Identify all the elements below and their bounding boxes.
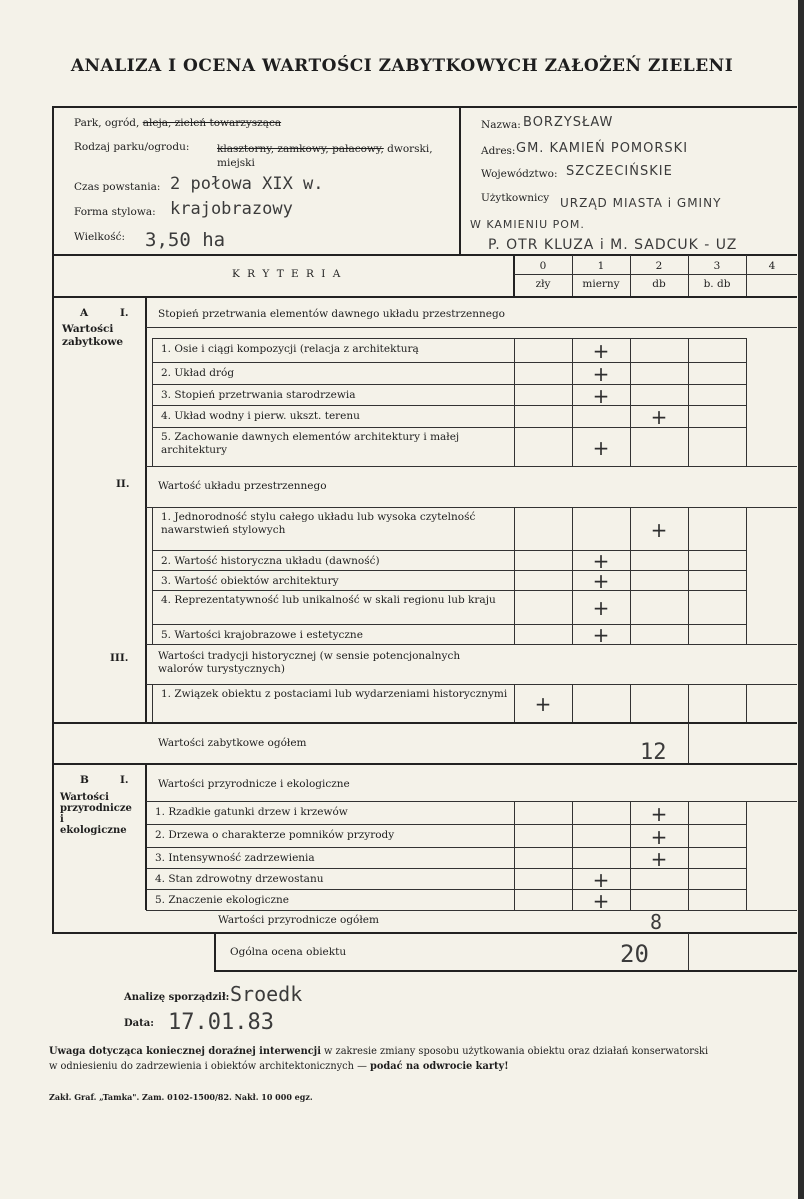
sectionB-label: Wartości przyrodnicze i ekologiczne (60, 792, 132, 836)
frame-top (52, 106, 797, 108)
sectionB-letter: B (80, 774, 89, 786)
criterion-A2-1-col-line (688, 507, 689, 550)
criterion-A2-5-top-line (152, 624, 746, 625)
criterion-A1-3-col-line (514, 384, 515, 405)
criterion-B-4-top-line (146, 868, 746, 869)
criterion-B-2-col-line (688, 824, 689, 847)
criterion-A1-1-top-line (152, 338, 746, 339)
criterion-B-5-label: 5. Znaczenie ekologiczne (155, 894, 290, 906)
criterion-A2-5-col-line (630, 624, 631, 644)
sectionB-total-label: Wartości przyrodnicze ogółem (218, 914, 379, 926)
criterion-A2-1-label: 1. Jednorodność stylu całego układu lub wysoka czytelność nawarstwień stylowych (161, 511, 476, 536)
criterion-A1-4-label: 4. Układ wodny i pierw. ukszt. terenu (161, 410, 360, 422)
czas-value: 2 połowa XIX w. (170, 174, 324, 194)
criterion-A1-2-mark: + (592, 362, 610, 386)
criterion-A1-3-label: 3. Stopień przetrwania starodrzewia (161, 389, 356, 401)
overall-label: Ogólna ocena obiektu (230, 946, 347, 958)
score-label-2: db (652, 278, 666, 290)
uzytkownicy-value-2: W KAMIENIU POM. (470, 218, 585, 231)
uzytkownicy-value-1: URZĄD MIASTA i GMINY (560, 196, 722, 210)
sectionB-total-bottom (52, 932, 797, 934)
criterion-A1-5-label: 5. Zachowanie dawnych elementów architektury i małej architektury (161, 431, 460, 456)
criterion-A2-4-col-line (630, 590, 631, 624)
criterion-A1-4-col-line (572, 405, 573, 427)
overall-value: 20 (620, 940, 649, 968)
criterion-B-5-col-line (688, 889, 689, 910)
criterion-A2-1-col-line (514, 507, 515, 550)
criterion-B-5-mark: + (592, 889, 610, 913)
criterion-A1-1-col-line (514, 338, 515, 362)
score-header-mid (514, 274, 797, 275)
criterion-A2-4-top-line (152, 590, 746, 591)
criterion-A1-4-left-line (152, 405, 153, 427)
forma-label: Forma stylowa: (74, 206, 156, 218)
authors-value: P. OTR KLUZA i M. SADCUK - UZ (488, 237, 738, 253)
criterion-A2-4-left-line (152, 590, 153, 624)
criterion-A3-1-left-line (152, 684, 153, 722)
criterion-A1-3-mark: + (592, 384, 610, 408)
sectionA-letter: A (80, 307, 89, 319)
criterion-A3-1-col-line (746, 684, 747, 722)
print-info: Zakł. Graf. „Tamka". Zam. 0102-1500/82. Nakł. 10 000 egz. (49, 1092, 313, 1102)
criterion-A1-5-col-line (688, 427, 689, 466)
criterion-A2-5-bottom-line (152, 644, 746, 645)
criterion-A1-5-bottom-line (152, 466, 746, 467)
criteria-top-line (52, 254, 797, 256)
criteria-bottom-line (52, 296, 797, 298)
sectionA-total-label: Wartości zabytkowe ogółem (158, 737, 307, 749)
criterion-A1-1-label: 1. Osie i ciągi kompozycji (relacja z architekturą (161, 343, 419, 355)
criterion-A2-4-col-line (688, 590, 689, 624)
criterion-B-2-mark: + (650, 825, 668, 849)
criterion-A3-1-mark: + (534, 692, 552, 716)
criterion-A2-2-label: 2. Wartość historyczna układu (dawność) (161, 555, 380, 567)
sectionA-total-top (52, 722, 797, 724)
criterion-A1-5-col-line (746, 427, 747, 466)
criterion-A2-1-left-line (152, 507, 153, 550)
overall-left (214, 933, 216, 971)
criterion-A2-4-label: 4. Reprezentatywność lub unikalność w skali regionu lub kraju (161, 594, 496, 606)
criterion-A2-5-label: 5. Wartości krajobrazowe i estetyczne (161, 629, 363, 641)
criterion-B-5-top-line (146, 889, 746, 890)
sectionB-total-value: 8 (650, 910, 663, 934)
criterion-A1-3-col-line (630, 384, 631, 405)
sectionB-total-top (146, 910, 797, 911)
criterion-A1-2-label: 2. Układ dróg (161, 367, 235, 379)
uzytkownicy-label: Użytkownicy (481, 192, 550, 204)
criterion-B-4-label: 4. Stan zdrowotny drzewostanu (155, 873, 324, 885)
sectionA-total-value: 12 (640, 740, 667, 765)
criterion-B-3-col-line (688, 847, 689, 868)
czas-label: Czas powstania: (74, 181, 161, 193)
score-4: 4 (768, 260, 776, 272)
criterion-A2-5-col-line (688, 624, 689, 644)
sectionB-top (52, 763, 797, 765)
criterion-B-1-mark: + (650, 802, 668, 826)
signature: Sroedk (230, 982, 303, 1006)
criterion-A2-3-left-line (152, 570, 153, 590)
criterion-B-3-col-line (514, 847, 515, 868)
header-divider (459, 106, 461, 254)
score-2: 2 (655, 260, 663, 272)
criterion-A1-4-col-line (746, 405, 747, 427)
score-label-3: b. db (703, 278, 731, 290)
criterion-B-3-col-line (572, 847, 573, 868)
criterion-A2-3-col-line (746, 570, 747, 590)
wielkosc-value: 3,50 ha (145, 229, 226, 251)
criterion-A1-1-col-line (688, 338, 689, 362)
groupB-line (146, 801, 797, 802)
rodzaj-options: klasztorny, zamkowy, pałacowy, dworski, (217, 143, 433, 155)
score-col-line (688, 255, 689, 296)
criterion-B-4-col-line (688, 868, 689, 889)
criterion-B-2-col-line (572, 824, 573, 847)
criterion-A3-1-col-line (572, 684, 573, 722)
criterion-A2-3-top-line (152, 570, 746, 571)
groupA2-title: Wartość układu przestrzennego (158, 480, 327, 492)
criterion-A2-1-col-line (746, 507, 747, 550)
criterion-A1-2-col-line (688, 362, 689, 384)
criterion-A2-2-col-line (630, 550, 631, 570)
criterion-B-3-col-line (746, 847, 747, 868)
criterion-B-1-col-line (572, 801, 573, 824)
criterion-A1-5-left-line (152, 427, 153, 466)
groupA1-title: Stopień przetrwania elementów dawnego układu przestrzennego (158, 308, 505, 320)
criterion-A2-1-mark: + (650, 518, 668, 542)
criterion-A1-1-col-line (630, 338, 631, 362)
criterion-B-4-col-line (514, 868, 515, 889)
criterion-B-4-col-line (630, 868, 631, 889)
overall-cell (688, 933, 689, 970)
criterion-B-2-label: 2. Drzewa o charakterze pomników przyrody (155, 829, 395, 841)
criterion-B-1-col-line (688, 801, 689, 824)
criterion-A1-2-left-line (152, 362, 153, 384)
criterion-B-1-col-line (514, 801, 515, 824)
criterion-B-4-mark: + (592, 868, 610, 892)
criterion-A1-3-top-line (152, 384, 746, 385)
score-col-line (630, 255, 631, 296)
criterion-A1-1-left-line (152, 338, 153, 362)
criterion-A1-4-mark: + (650, 405, 668, 429)
criterion-A2-5-col-line (514, 624, 515, 644)
criterion-A1-2-col-line (746, 362, 747, 384)
criterion-B-3-label: 3. Intensywność zadrzewienia (155, 852, 315, 864)
score-0: 0 (539, 260, 547, 272)
criterion-A1-2-col-line (514, 362, 515, 384)
criterion-A2-5-left-line (152, 624, 153, 644)
criterion-A1-5-top-line (152, 427, 746, 428)
criterion-A2-2-left-line (152, 550, 153, 570)
criterion-B-5-col-line (746, 889, 747, 910)
criterion-A2-2-col-line (688, 550, 689, 570)
sectionA-roman-I: I. (120, 307, 129, 319)
analize-label: Analizę sporządził: (124, 992, 230, 1003)
form-title: ANALIZA I OCENA WARTOŚCI ZABYTKOWYCH ZAŁOŻEŃ ZIELENI (70, 56, 734, 76)
overall-bottom (214, 970, 797, 972)
data-value: 17.01.83 (168, 1010, 274, 1035)
score-label-0: zły (535, 278, 551, 290)
criterion-A1-2-top-line (152, 362, 746, 363)
sectionB-roman: I. (120, 774, 129, 786)
note-line-2: w odniesieniu do zadrzewienia i obiektów architektonicznych — podać na odwrocie karty! (49, 1061, 509, 1072)
sectionA-total-cell (688, 723, 689, 763)
criterion-B-1-col-line (746, 801, 747, 824)
criterion-B-1-label: 1. Rzadkie gatunki drzew i krzewów (155, 806, 348, 818)
data-label: Data: (124, 1018, 154, 1029)
score-1: 1 (597, 260, 605, 272)
rodzaj-miejski: miejski (217, 157, 255, 169)
criterion-A1-4-col-line (688, 405, 689, 427)
criterion-A1-3-col-line (746, 384, 747, 405)
wojewodztwo-value: SZCZECIŃSKIE (566, 164, 673, 179)
adres-value: GM. KAMIEŃ POMORSKI (516, 141, 689, 156)
criterion-A1-5-mark: + (592, 436, 610, 460)
criterion-A1-5-col-line (630, 427, 631, 466)
page-edge (798, 0, 804, 1199)
groupA3-title: Wartości tradycji historycznej (w sensie potencjonalnych walorów turystycznych) (158, 650, 461, 675)
criterion-A2-2-mark: + (592, 549, 610, 573)
criterion-A3-1-col-line (688, 684, 689, 722)
criterion-A2-3-col-line (688, 570, 689, 590)
score-col-line (572, 255, 573, 296)
criterion-B-4-col-line (746, 868, 747, 889)
criterion-A2-3-col-line (630, 570, 631, 590)
criterion-A1-3-left-line (152, 384, 153, 405)
criterion-A2-4-col-line (514, 590, 515, 624)
criterion-A1-4-col-line (514, 405, 515, 427)
criterion-A2-3-mark: + (592, 569, 610, 593)
criterion-A2-4-mark: + (592, 596, 610, 620)
criterion-A1-5-col-line (514, 427, 515, 466)
rodzaj-label: Rodzaj parku/ogrodu: (74, 141, 190, 153)
kryteria-label: K R Y T E R I A (232, 268, 343, 280)
criterion-A2-5-col-line (746, 624, 747, 644)
criterion-B-2-col-line (746, 824, 747, 847)
criterion-A1-1-col-line (746, 338, 747, 362)
criterion-B-5-col-line (630, 889, 631, 910)
sectionA-roman-III: III. (110, 652, 129, 664)
adres-label: Adres: (481, 145, 516, 157)
forma-value: krajobrazowy (170, 199, 293, 219)
criterion-A2-4-col-line (746, 590, 747, 624)
groupA1-line (146, 327, 797, 328)
sectionA-label-2: zabytkowe (62, 336, 124, 348)
criterion-A1-1-mark: + (592, 339, 610, 363)
score-col-line (746, 255, 747, 296)
frame-left (52, 106, 54, 934)
criterion-B-2-col-line (514, 824, 515, 847)
groupB-title: Wartości przyrodnicze i ekologiczne (158, 778, 350, 790)
nazwa-value: BORZYSŁAW (523, 115, 614, 130)
wojewodztwo-label: Województwo: (481, 168, 558, 180)
sectionA-label-1: Wartości (62, 323, 114, 335)
criterion-A1-2-col-line (630, 362, 631, 384)
criterion-A2-3-col-line (514, 570, 515, 590)
criterion-A3-1-top-line (152, 684, 746, 685)
sectionB-divider (145, 764, 147, 910)
criterion-A2-5-mark: + (592, 623, 610, 647)
wielkosc-label: Wielkość: (74, 231, 126, 243)
criterion-B-3-mark: + (650, 847, 668, 871)
sectionA-roman-II: II. (116, 478, 130, 490)
criterion-A2-3-label: 3. Wartość obiektów architektury (161, 575, 339, 587)
nazwa-label: Nazwa: (481, 119, 521, 131)
score-label-1: mierny (582, 278, 620, 290)
criterion-A2-1-top-line (152, 507, 746, 508)
criterion-A2-2-top-line (152, 550, 746, 551)
criterion-B-5-col-line (514, 889, 515, 910)
criterion-A2-2-col-line (746, 550, 747, 570)
criterion-A2-2-col-line (514, 550, 515, 570)
criterion-A2-1-col-line (572, 507, 573, 550)
criterion-A3-1-label: 1. Związek obiektu z postaciami lub wydarzeniami historycznymi (161, 688, 508, 700)
park-field: Park, ogród, aleja, zieleń towarzysząca (74, 117, 282, 129)
score-3: 3 (713, 260, 721, 272)
sectionA-divider (145, 297, 147, 722)
criterion-A3-1-col-line (630, 684, 631, 722)
note-line-1: Uwaga dotycząca koniecznej doraźnej interwencji w zakresie zmiany sposobu użytkowania obiektu oraz działań konserwatorski (49, 1046, 709, 1057)
criterion-A1-3-col-line (688, 384, 689, 405)
